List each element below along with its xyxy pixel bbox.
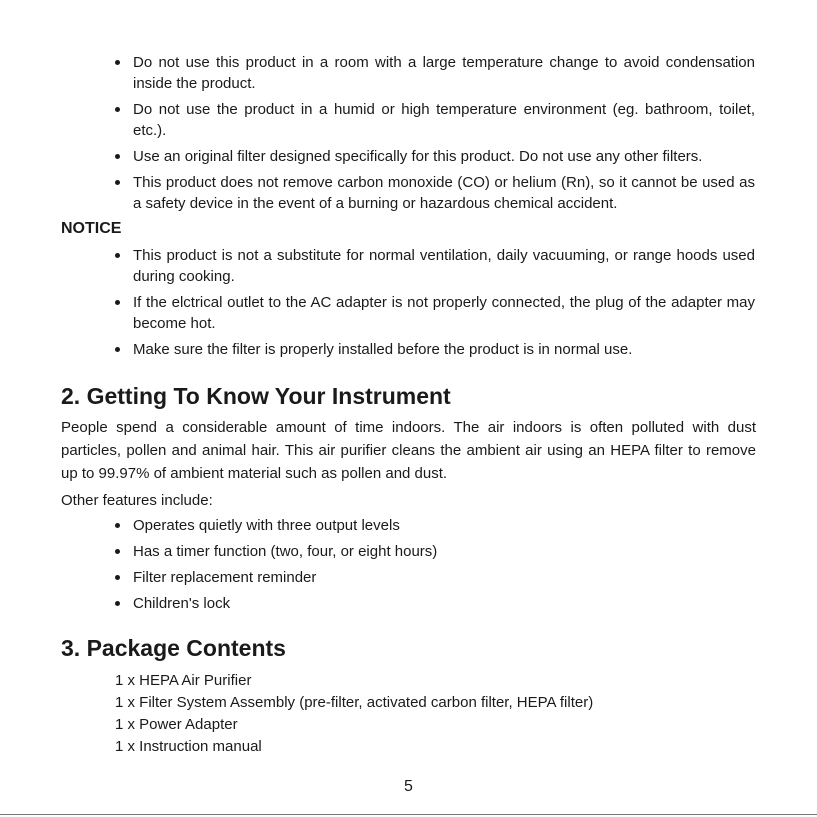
list-item: 1 x Power Adapter — [115, 716, 238, 733]
page-number: 5 — [404, 778, 413, 795]
features-list — [115, 515, 715, 619]
bottom-divider — [0, 814, 817, 815]
list-item: This product is not a substitute for normal ventilation, daily vacuuming, or range hoods used during cooking. — [115, 245, 755, 287]
list-item: Do not use the product in a humid or high temperature environment (eg. bathroom, toilet, etc.). — [115, 99, 755, 141]
notice-title: NOTICE — [61, 220, 122, 237]
package-contents-list — [115, 670, 593, 758]
section-heading-package-contents: 3. Package Contents — [61, 635, 286, 661]
list-item: Children's lock — [115, 593, 715, 614]
section-intro-paragraph: People spend a considerable amount of time indoors. The air indoors is often polluted with dust particles, pollen and animal hair. This air purifier cleans the ambient air using an HEPA filter to remove up to 99.97% of ambient material such as pollen and dust. — [61, 419, 756, 482]
list-item: 1 x Filter System Assembly (pre-filter, activated carbon filter, HEPA filter) — [115, 694, 594, 711]
list-item: This product does not remove carbon monoxide (CO) or helium (Rn), so it cannot be used as a safety device in the event of a burning or hazardous chemical accident. — [115, 172, 755, 214]
list-item: 1 x Instruction manual — [115, 738, 262, 755]
list-item: Has a timer function (two, four, or eight hours) — [115, 541, 715, 562]
list-item: Make sure the filter is properly installed before the product is in normal use. — [115, 339, 755, 360]
notice-list — [115, 245, 755, 365]
list-item: 1 x HEPA Air Purifier — [115, 672, 252, 689]
section-heading-getting-to-know: 2. Getting To Know Your Instrument — [61, 383, 451, 409]
list-item: Filter replacement reminder — [115, 567, 715, 588]
features-intro: Other features include: — [61, 492, 213, 509]
list-item: If the elctrical outlet to the AC adapter is not properly connected, the plug of the adapter may become hot. — [115, 292, 755, 334]
list-item: Do not use this product in a room with a large temperature change to avoid condensation inside the product. — [115, 52, 755, 94]
list-item: Operates quietly with three output levels — [115, 515, 715, 536]
list-item: Use an original filter designed specifically for this product. Do not use any other filters. — [115, 146, 755, 167]
warning-list — [115, 52, 755, 219]
